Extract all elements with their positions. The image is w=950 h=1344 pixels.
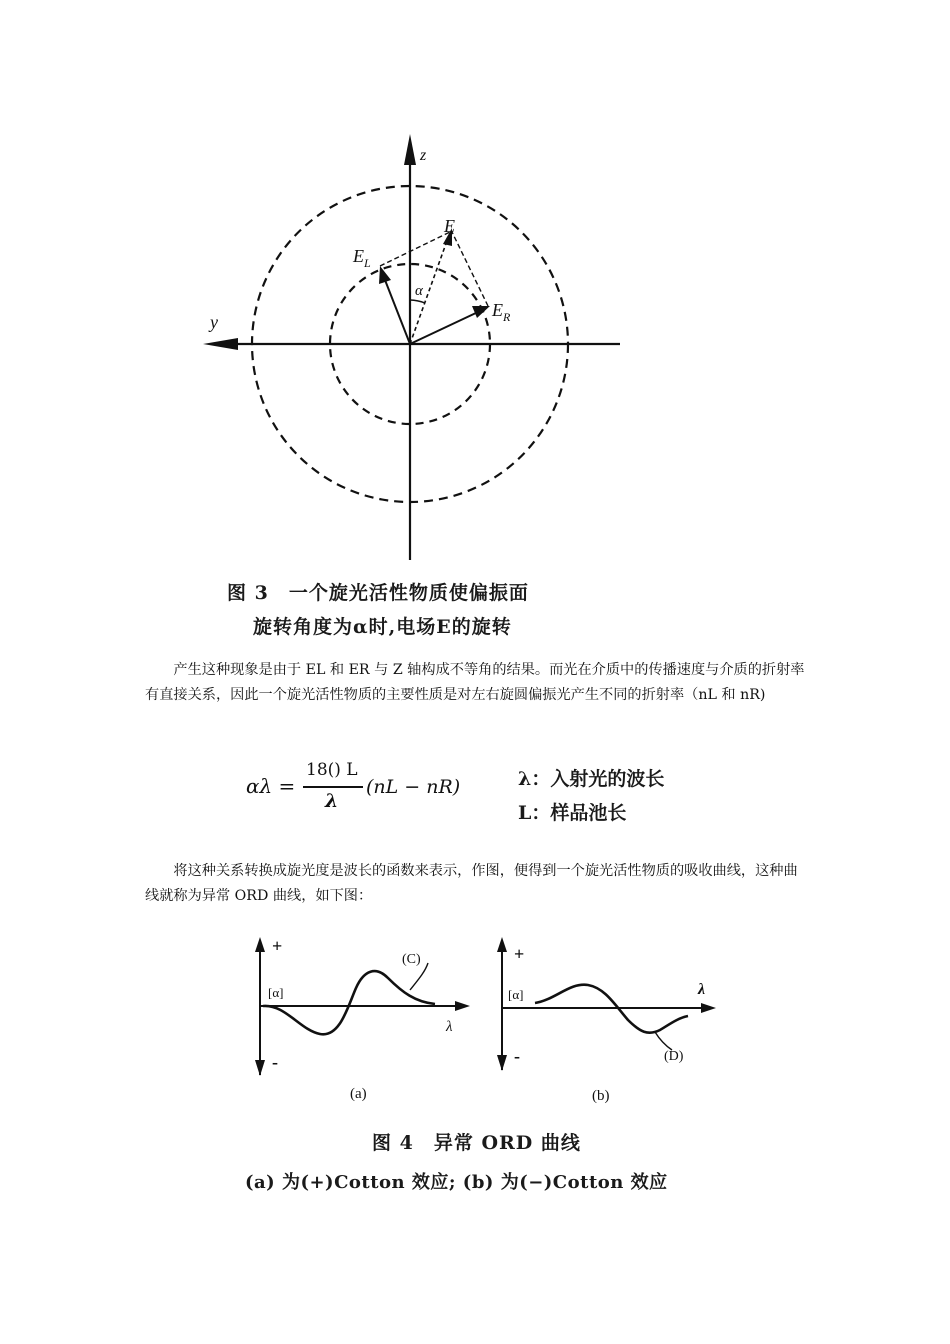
alpha-angle-arc xyxy=(410,300,425,303)
figure-4-caption-line-1: 图 4 异常 ORD 曲线 xyxy=(372,1132,581,1154)
er-label: $E_R$ xyxy=(492,300,511,324)
plot-a-curve-c-leader xyxy=(410,963,428,990)
construction-line-er-e xyxy=(452,232,488,306)
fraction-bar xyxy=(303,786,363,788)
plot-a-alpha-label: [α] xyxy=(268,985,284,1000)
plot-b-down-arrowhead xyxy=(497,1055,507,1071)
figure-3-caption-line-2: 旋转角度为α时,电场E的旋转 xyxy=(253,616,512,638)
plot-b-up-arrowhead xyxy=(497,937,507,952)
plot-a-wavelength-arrowhead xyxy=(455,1001,470,1011)
alpha-label: α xyxy=(415,283,423,299)
plot-a-up-arrowhead xyxy=(255,937,265,952)
legend-cell-length: L：样品池长 xyxy=(518,802,627,824)
paragraph-1: 产生这种现象是由于 EL 和 ER 与 Z 轴构成不等角的结果。而光在介质中的传播速度与介质的折射率有直接关系，因此一个旋光活性物质的主要性质是对左右旋圆偏振光产生不同的折射率（nL 和 nR) xyxy=(145,662,805,703)
e-label: E xyxy=(444,216,455,236)
plot-a-plus: + xyxy=(272,936,283,956)
equation-rhs: (nL − nR) xyxy=(366,776,461,798)
plot-b-wavelength-arrowhead xyxy=(701,1003,716,1013)
y-axis-label: y xyxy=(210,312,218,332)
er-vector-arrowhead xyxy=(472,306,490,318)
el-label: $E_L$ xyxy=(353,246,371,270)
ord-plot-a xyxy=(255,936,470,1102)
plot-b-plus: + xyxy=(514,944,525,964)
paragraph-2: 将这种关系转换成旋光度是波长的函数来表示，作图，便得到一个旋光活性物质的吸收曲线，这种曲线就称为异常 ORD 曲线，如下图： xyxy=(145,863,798,904)
plot-a-curve-c xyxy=(263,971,435,1034)
plot-b-alpha-label: [α] xyxy=(508,987,524,1002)
plot-b-curve-d-leader xyxy=(655,1032,672,1050)
figure-3-diagram xyxy=(0,0,950,570)
plot-a-panel-label: (a) xyxy=(350,1086,367,1102)
equation-denominator: λ xyxy=(325,790,339,812)
z-axis-label: z xyxy=(420,147,427,164)
plot-b-minus: - xyxy=(514,1046,520,1066)
plot-a-minus: - xyxy=(272,1052,278,1072)
figure-4-caption-line-2: (a) 为(+)Cotton 效应; (b) 为(−)Cotton 效应 xyxy=(245,1172,668,1193)
ord-plot-b xyxy=(497,937,716,1104)
equation-lhs: αλ = xyxy=(246,774,296,798)
equation-numerator: 18() L xyxy=(306,760,358,780)
construction-line-el-e xyxy=(380,232,450,266)
figure-3-caption-line-1: 图 3 一个旋光活性物质使偏振面 xyxy=(227,582,529,604)
legend-lambda: λ：入射光的波长 xyxy=(518,768,665,790)
plot-a-down-arrowhead xyxy=(255,1060,265,1076)
figure-4-diagram xyxy=(0,925,950,1115)
plot-b-lambda-label: λ xyxy=(698,981,706,998)
el-vector xyxy=(385,280,410,344)
z-axis-arrowhead xyxy=(404,134,416,165)
plot-b-panel-label: (b) xyxy=(592,1088,610,1104)
plot-b-curve-label: (D) xyxy=(664,1049,684,1064)
plot-a-lambda-label: λ xyxy=(446,1019,453,1035)
plot-a-curve-label: (C) xyxy=(402,952,421,967)
y-axis-arrowhead xyxy=(203,338,238,350)
